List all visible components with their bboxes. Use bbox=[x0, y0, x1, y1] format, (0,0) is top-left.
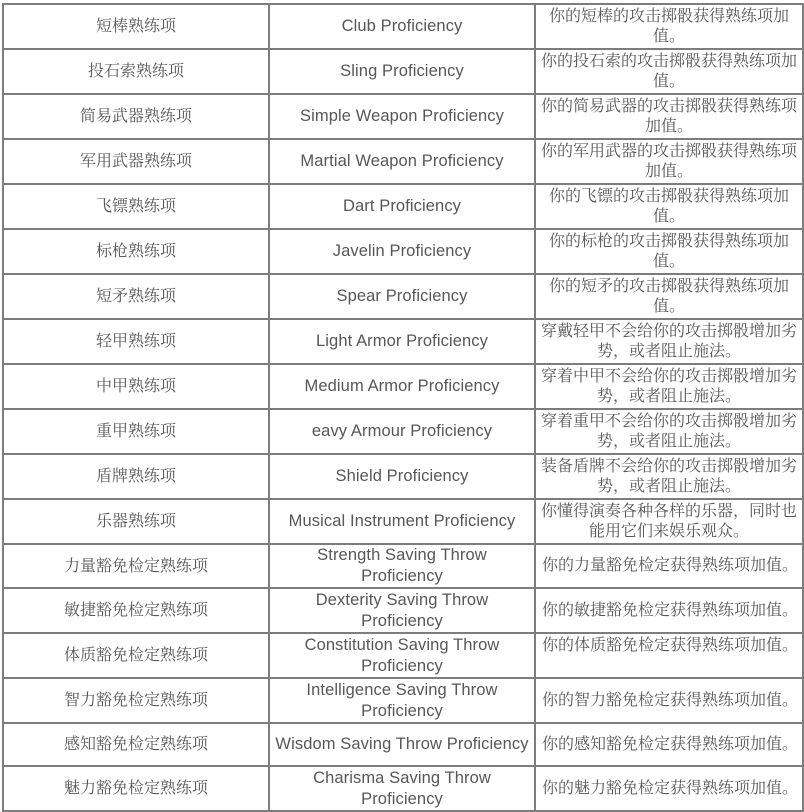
proficiency-table bbox=[2, 3, 804, 812]
proficiency-description: 你的军用武器的攻击掷骰获得熟练项加值。 bbox=[535, 139, 803, 184]
proficiency-name-en: eavy Armour Proficiency bbox=[269, 409, 535, 454]
proficiency-description: 你懂得演奏各种各样的乐器，同时也能用它们来娱乐观众。 bbox=[535, 499, 803, 544]
proficiency-name-zh: 短棒熟练项 bbox=[3, 4, 269, 49]
table-row bbox=[3, 766, 803, 811]
proficiency-description: 你的魅力豁免检定获得熟练项加值。 bbox=[535, 766, 803, 811]
proficiency-name-en: Sling Proficiency bbox=[269, 49, 535, 94]
proficiency-name-zh: 军用武器熟练项 bbox=[3, 139, 269, 184]
proficiency-name-en: Constitution Saving Throw Proficiency bbox=[269, 633, 535, 678]
proficiency-name-zh: 盾牌熟练项 bbox=[3, 454, 269, 499]
proficiency-description: 你的敏捷豁免检定获得熟练项加值。 bbox=[535, 588, 803, 633]
table-row bbox=[3, 409, 803, 454]
proficiency-description: 装备盾牌不会给你的攻击掷骰增加劣势，或者阻止施法。 bbox=[535, 454, 803, 499]
proficiency-description: 穿戴轻甲不会给你的攻击掷骰增加劣势，或者阻止施法。 bbox=[535, 319, 803, 364]
proficiency-description: 你的感知豁免检定获得熟练项加值。 bbox=[535, 723, 803, 766]
proficiency-name-zh: 智力豁免检定熟练项 bbox=[3, 678, 269, 723]
proficiency-name-en: Medium Armor Proficiency bbox=[269, 364, 535, 409]
proficiency-name-en: Club Proficiency bbox=[269, 4, 535, 49]
proficiency-name-en: Martial Weapon Proficiency bbox=[269, 139, 535, 184]
proficiency-description: 你的智力豁免检定获得熟练项加值。 bbox=[535, 678, 803, 723]
proficiency-name-zh: 简易武器熟练项 bbox=[3, 94, 269, 139]
table-row bbox=[3, 499, 803, 544]
proficiency-description: 穿着重甲不会给你的攻击掷骰增加劣势，或者阻止施法。 bbox=[535, 409, 803, 454]
proficiency-name-en: Dexterity Saving Throw Proficiency bbox=[269, 588, 535, 633]
proficiency-name-en: Shield Proficiency bbox=[269, 454, 535, 499]
proficiency-name-en: Spear Proficiency bbox=[269, 274, 535, 319]
proficiency-description: 你的飞镖的攻击掷骰获得熟练项加值。 bbox=[535, 184, 803, 229]
table-row bbox=[3, 588, 803, 633]
proficiency-name-en: Wisdom Saving Throw Proficiency bbox=[269, 723, 535, 766]
proficiency-table-container bbox=[2, 3, 804, 812]
proficiency-name-zh: 敏捷豁免检定熟练项 bbox=[3, 588, 269, 633]
proficiency-description: 你的体质豁免检定获得熟练项加值。 bbox=[535, 633, 803, 678]
proficiency-name-zh: 重甲熟练项 bbox=[3, 409, 269, 454]
proficiency-name-en: Strength Saving Throw Proficiency bbox=[269, 544, 535, 588]
proficiency-description: 穿着中甲不会给你的攻击掷骰增加劣势，或者阻止施法。 bbox=[535, 364, 803, 409]
table-row bbox=[3, 319, 803, 364]
proficiency-name-en: Light Armor Proficiency bbox=[269, 319, 535, 364]
table-row bbox=[3, 184, 803, 229]
proficiency-name-en: Simple Weapon Proficiency bbox=[269, 94, 535, 139]
table-row bbox=[3, 364, 803, 409]
proficiency-name-zh: 飞镖熟练项 bbox=[3, 184, 269, 229]
proficiency-name-zh: 标枪熟练项 bbox=[3, 229, 269, 274]
table-row bbox=[3, 454, 803, 499]
proficiency-name-zh: 投石索熟练项 bbox=[3, 49, 269, 94]
proficiency-name-zh: 短矛熟练项 bbox=[3, 274, 269, 319]
table-row bbox=[3, 723, 803, 766]
table-row bbox=[3, 229, 803, 274]
proficiency-name-zh: 乐器熟练项 bbox=[3, 499, 269, 544]
proficiency-name-en: Dart Proficiency bbox=[269, 184, 535, 229]
table-row bbox=[3, 678, 803, 723]
proficiency-description: 你的标枪的攻击掷骰获得熟练项加值。 bbox=[535, 229, 803, 274]
proficiency-name-zh: 中甲熟练项 bbox=[3, 364, 269, 409]
table-row bbox=[3, 544, 803, 588]
proficiency-name-en: Javelin Proficiency bbox=[269, 229, 535, 274]
proficiency-name-en: Charisma Saving Throw Proficiency bbox=[269, 766, 535, 811]
proficiency-name-zh: 力量豁免检定熟练项 bbox=[3, 544, 269, 588]
proficiency-description: 你的力量豁免检定获得熟练项加值。 bbox=[535, 544, 803, 588]
proficiency-description: 你的短棒的攻击掷骰获得熟练项加值。 bbox=[535, 4, 803, 49]
proficiency-name-en: Intelligence Saving Throw Proficiency bbox=[269, 678, 535, 723]
proficiency-description: 你的简易武器的攻击掷骰获得熟练项加值。 bbox=[535, 94, 803, 139]
table-row bbox=[3, 274, 803, 319]
proficiency-name-zh: 魅力豁免检定熟练项 bbox=[3, 766, 269, 811]
table-row bbox=[3, 139, 803, 184]
table-row bbox=[3, 94, 803, 139]
table-row bbox=[3, 49, 803, 94]
proficiency-description: 你的短矛的攻击掷骰获得熟练项加值。 bbox=[535, 274, 803, 319]
table-row bbox=[3, 4, 803, 49]
proficiency-name-zh: 轻甲熟练项 bbox=[3, 319, 269, 364]
proficiency-name-zh: 体质豁免检定熟练项 bbox=[3, 633, 269, 678]
proficiency-description: 你的投石索的攻击掷骰获得熟练项加值。 bbox=[535, 49, 803, 94]
table-row bbox=[3, 633, 803, 678]
proficiency-name-zh: 感知豁免检定熟练项 bbox=[3, 723, 269, 766]
proficiency-name-en: Musical Instrument Proficiency bbox=[269, 499, 535, 544]
